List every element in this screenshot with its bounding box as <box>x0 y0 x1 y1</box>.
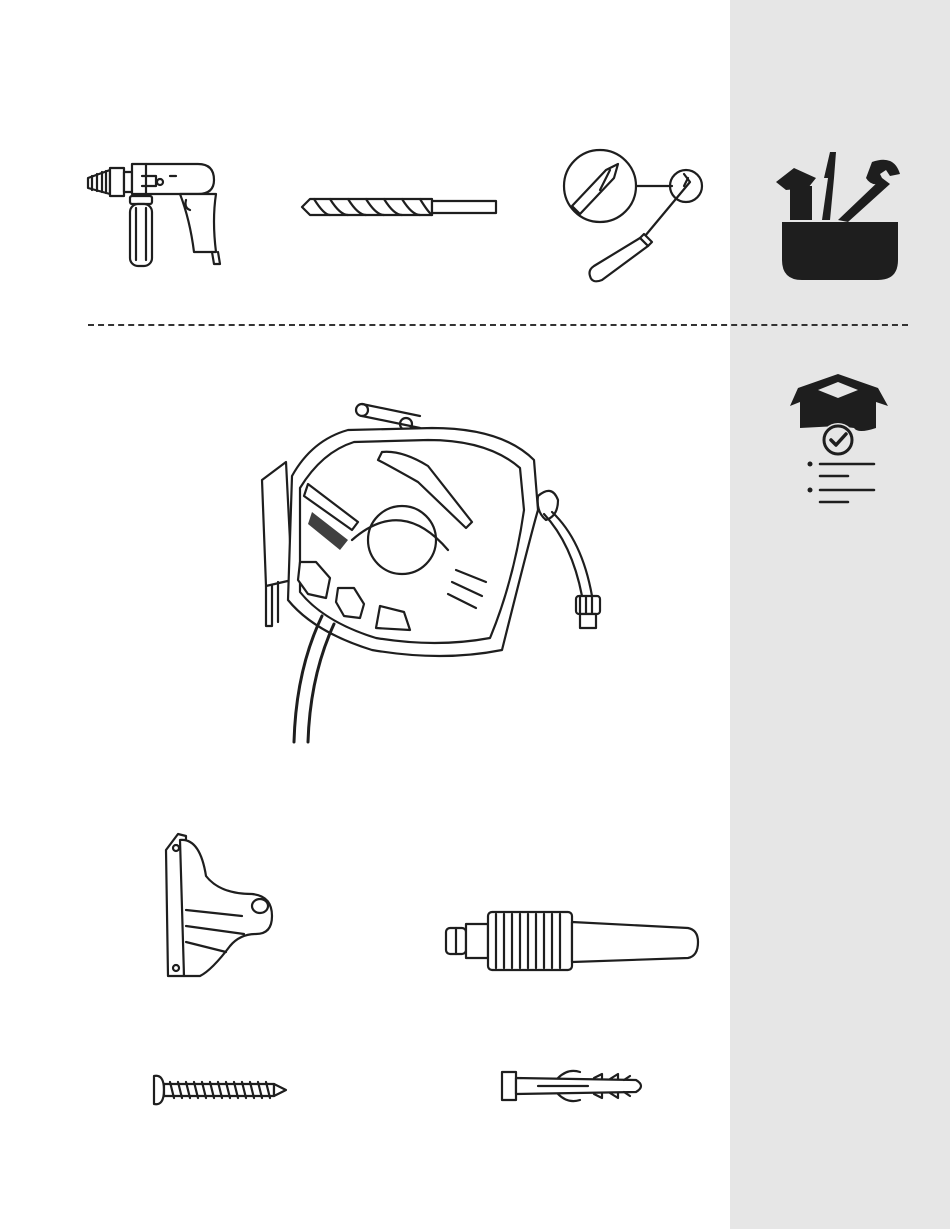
power-drill-icon <box>80 160 250 272</box>
wall-plug-icon <box>498 1066 650 1106</box>
screw-icon <box>150 1070 290 1110</box>
hose-reel-icon <box>252 400 626 748</box>
drill-bit-icon <box>300 194 500 220</box>
wall-bracket-icon <box>160 830 286 980</box>
section-divider <box>88 324 908 326</box>
phillips-screwdriver-icon <box>560 146 710 286</box>
package-contents-icon <box>788 368 894 508</box>
toolbox-icon <box>772 148 908 284</box>
spray-nozzle-icon <box>440 908 702 972</box>
